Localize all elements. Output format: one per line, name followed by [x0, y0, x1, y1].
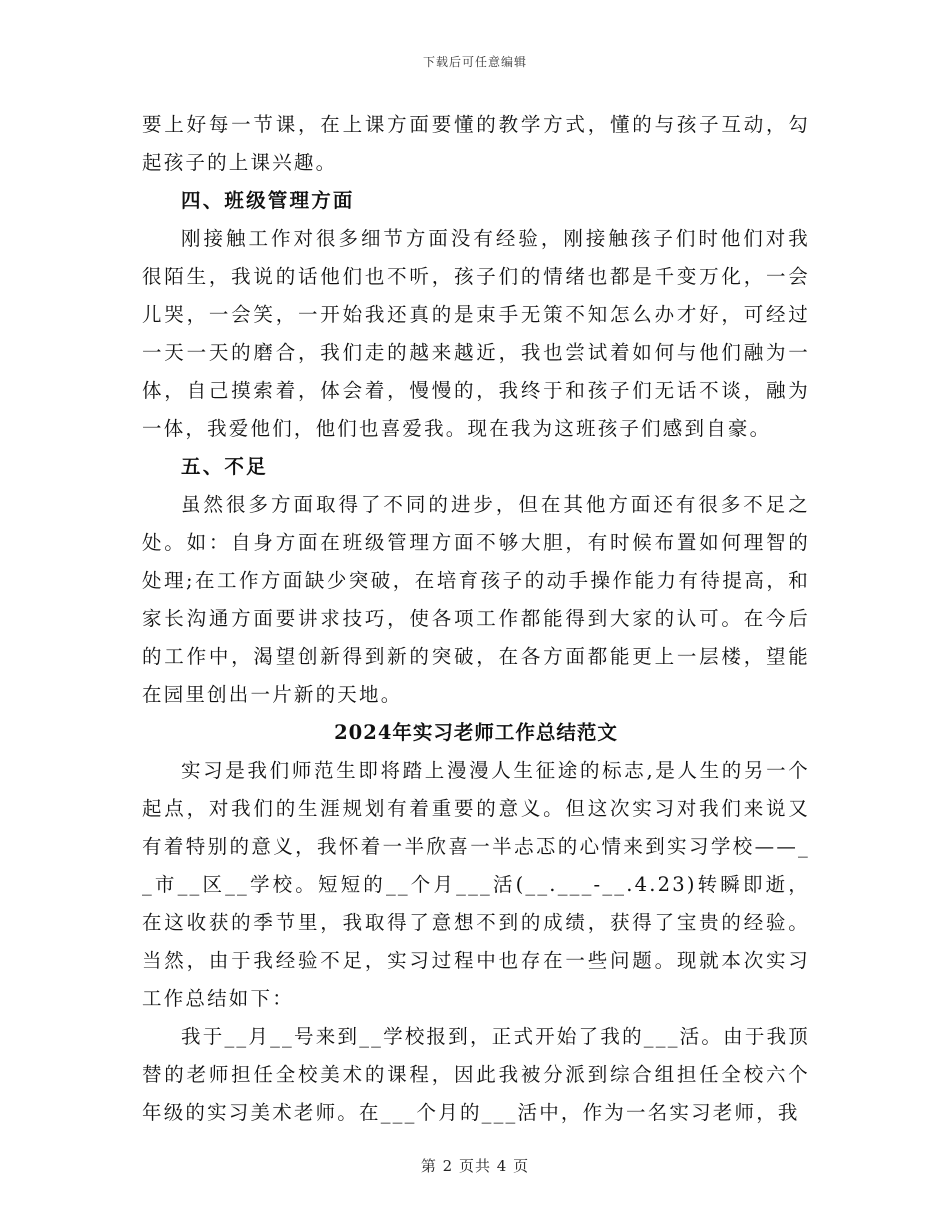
paragraph-internship-intro: 实习是我们师范生即将踏上漫漫人生征途的标志,是人生的另一个起点，对我们的生涯规划有着重要的意义。但这次实习对我们来说又有着特别的意义，我怀着一半欣喜一半忐忑的心情来到实习学校——__市__区__学校。短短的__个月___活(__.___-__.4.23)转瞬即逝，在这收获的季节里，我取得了意想不到的成绩，获得了宝贵的经验。当然，由于我经验不足，实习过程中也存在一些问题。现就本次实习工作总结如下：: [142, 759, 810, 1010]
page-header: 下载后可任意编辑: [422, 55, 527, 69]
section-heading-shortcomings: 五、不足: [181, 455, 268, 478]
paragraph-class-interest: 要上好每一节课，在上课方面要懂的教学方式，懂的与孩子互动，勾起孩子的上课兴趣。: [142, 113, 810, 174]
article-title: 2024年实习老师工作总结范文: [334, 721, 618, 744]
document-body: [142, 106, 810, 1132]
paragraph-internship-arrival: 我于__月__号来到__学校报到，正式开始了我的___活。由于我顶替的老师担任全校美术的课程，因此我被分派到综合组担任全校六个年级的实习美术老师。在___个月的___活中，作为一名实习老师，我: [142, 1025, 810, 1124]
page-number: 第 2 页共 4 页: [420, 1157, 530, 1175]
paragraph-shortcomings: 虽然很多方面取得了不同的进步，但在其他方面还有很多不足之处。如：自身方面在班级管理方面不够大胆，有时候布置如何理智的处理;在工作方面缺少突破，在培育孩子的动手操作能力有待提高，和家长沟通方面要讲求技巧，使各项工作都能得到大家的认可。在今后的工作中，渴望创新得到新的突破，在各方面都能更上一层楼，望能在园里创出一片新的天地。: [142, 493, 810, 706]
section-heading-class-management: 四、班级管理方面: [181, 189, 355, 212]
paragraph-class-management: 刚接触工作对很多细节方面没有经验，刚接触孩子们时他们对我很陌生，我说的话他们也不听，孩子们的情绪也都是千变万化，一会儿哭，一会笑，一开始我还真的是束手无策不知怎么办才好，可经过一天一天的磨合，我们走的越来越近，我也尝试着如何与他们融为一体，自己摸索着，体会着，慢慢的，我终于和孩子们无话不谈，融为一体，我爱他们，他们也喜爱我。现在我为这班孩子们感到自豪。: [142, 227, 810, 440]
